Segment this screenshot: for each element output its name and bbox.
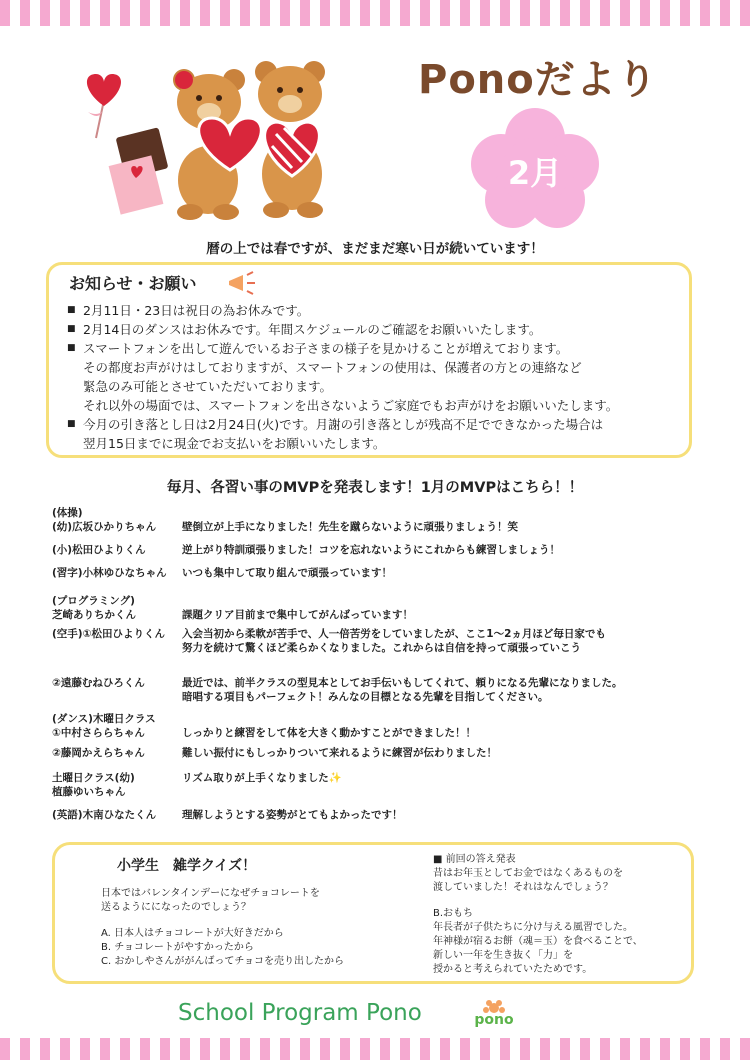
mvp-student [52,594,182,622]
quiz-title: 小学生 雑学クイズ！ [117,858,257,874]
notice-item-line: 緊急のみ可能とさせていただいております。 [83,379,333,394]
mvp-comment [182,543,702,557]
quiz-question-line: 送るようにになったのでしょう？ [101,902,251,913]
megaphone-icon [225,271,259,295]
mvp-comment [182,566,702,580]
mvp-comment-line: いつも集中して取り組んで頑張っています！ [182,567,392,579]
season-greeting: 暦の上では春ですが、まだまだ寒い日が続いています！ [206,241,544,257]
mvp-student [52,808,182,822]
notice-item-line: それ以外の場面では、スマートフォンを出さないようご家庭でもお声がけをお願いいたします。 [83,398,619,413]
notice-box [46,262,692,458]
mvp-comment [182,771,702,785]
month-badge [468,108,602,230]
notice-item [67,301,687,320]
mvp-student-line: (体操) [52,507,83,519]
previous-answer-line: B.おもち [433,908,474,919]
quiz-option: B. チョコレートがやすかったから [101,942,254,953]
mvp-student-line: 植藤ゆいちゃん [52,786,126,798]
quiz-question-block [101,887,344,969]
previous-answer-block [433,853,643,977]
mvp-student [52,627,182,641]
mvp-student [52,771,182,799]
previous-answer-line: 授かると考えられていたためです。 [433,964,593,975]
mvp-comment-line [182,594,702,608]
previous-answer-line: 年長者が子供たちに分け与える風習でした。 [433,922,633,933]
mvp-student [52,676,182,690]
mvp-comment-line: しっかりと練習をして体を大きく動かすことができました！！ [182,727,476,739]
pono-logo [468,998,520,1030]
notice-item [67,339,687,415]
mvp-comment-line: 暗唱する項目もパーフェクト！みんなの目標となる先輩を目指してください。 [182,691,549,703]
previous-answer-line: 新しい一年を生き抜く「力」を [433,950,573,961]
bears-hearts-illustration [80,60,350,220]
quiz-option: C. おかしやさんががんばってチョコを売り出したから [101,956,345,967]
notice-item-line: ■ 2月11日・23日は祝日の為お休みです。 [83,303,310,318]
mvp-comment [182,506,702,534]
notice-item-line: ■ 2月14日のダンスはお休みです。年間スケジュールのご確認をお願いいたします。 [83,322,542,337]
mvp-comment-line: 努力を続けて驚くほど柔らかくなりました。これからは自信を持って頑張っていこう [182,642,581,654]
mvp-student-line: ②遠藤むねひろくん [52,677,145,689]
mvp-comment-line: リズム取りが上手くなりました✨ [182,772,342,784]
mvp-comment-line: 理解しようとする姿勢がとてもよかったです！ [182,809,403,821]
mvp-student [52,543,182,557]
mvp-student-line: ②藤岡かえらちゃん [52,747,145,759]
notice-item [67,320,687,339]
mvp-comment-line: 逆上がり特訓頑張りました！コツを忘れないようにこれからも練習しましょう！ [182,544,560,556]
mvp-comment [182,676,702,704]
mvp-student [52,746,182,760]
mvp-student-line: (幼)広坂ひかりちゃん [52,521,157,533]
bottom-stripe-border [0,1038,750,1060]
mvp-student [52,566,182,580]
previous-answer-line: 年神様が宿るお餅（魂＝玉）を食べることで、 [433,936,643,947]
quiz-option: A. 日本人はチョコレートが大好きだから [101,928,284,939]
mvp-student-line: ①中村さららちゃん [52,727,145,739]
mvp-student-line: (習字)小林ゆひなちゃん [52,567,167,579]
top-stripe-border [0,0,750,26]
mvp-student [52,712,182,740]
newsletter-title: Ponoだより [418,57,658,103]
mvp-student [52,506,182,534]
mvp-comment-line [182,712,702,726]
mvp-comment-line: 入会当初から柔軟が苦手で、人一倍苦労をしていましたが、ここ1〜2ヵ月ほど毎日家でも [182,628,606,640]
mvp-comment-line: 最近では、前半クラスの型見本としてお手伝いもしてくれて、頼りになる先輩になりました。 [182,677,623,689]
quiz-question-line: 日本ではバレンタインデーになぜチョコレートを [101,888,320,899]
footer-school-name: School Program Pono [178,1000,422,1026]
quiz-box [52,842,694,984]
mvp-comment-line: 壁倒立が上手になりました！先生を蹴らないように頑張りましょう！笑 [182,521,518,533]
mvp-comment-line [182,506,702,520]
mvp-comment [182,627,702,655]
notice-item-line: ■ スマートフォンを出して遊んでいるお子さまの様子を見かけることが増えております。 [83,341,569,356]
mvp-comment [182,808,702,822]
previous-question-line: 渡していました！それはなんでしょう？ [433,882,613,893]
mvp-student-line: (プログラミング) [52,595,135,607]
mvp-student-line: 芝崎ありちかくん [52,609,136,621]
month-label: 2月 [507,154,563,192]
notice-item-line: その都度お声がけはしておりますが、スマートフォンの使用は、保護者の方との連絡など [83,360,582,375]
mvp-comment [182,746,702,760]
mvp-student-line: (ダンス)木曜日クラス [52,713,156,725]
mvp-heading: 毎月、各習い事のMVPを発表します！1月のMVPはこちら！！ [166,480,584,496]
mvp-student-line: 土曜日クラス(幼) [52,772,135,784]
notice-item [67,415,687,453]
mvp-student-line: (小)松田ひよりくん [52,544,146,556]
mvp-comment-line: 課題クリア目前まで集中してがんばっています！ [182,609,413,621]
notice-title: お知らせ・お願い [69,274,197,293]
mvp-comment [182,594,702,622]
notice-item-line: 翌月15日までに現金でお支払いをお願いいたします。 [83,436,386,451]
pono-logo-text: pono [474,1012,514,1028]
previous-answer-heading: ■ 前回の答え発表 [433,854,516,865]
mvp-comment-line: 難しい振付にもしっかりついて来れるように練習が伝わりました！ [182,747,497,759]
notice-list [67,301,687,453]
previous-question-line: 昔はお年玉としてお金ではなくあるものを [433,868,623,879]
mvp-comment [182,712,702,740]
notice-item-line: ■ 今月の引き落とし日は2月24日(火)です。月謝の引き落としが残高不足でできなかった場合は [83,417,604,432]
mvp-student-line: (英語)木南ひなたくん [52,809,157,821]
mvp-student-line: (空手)①松田ひよりくん [52,628,165,640]
